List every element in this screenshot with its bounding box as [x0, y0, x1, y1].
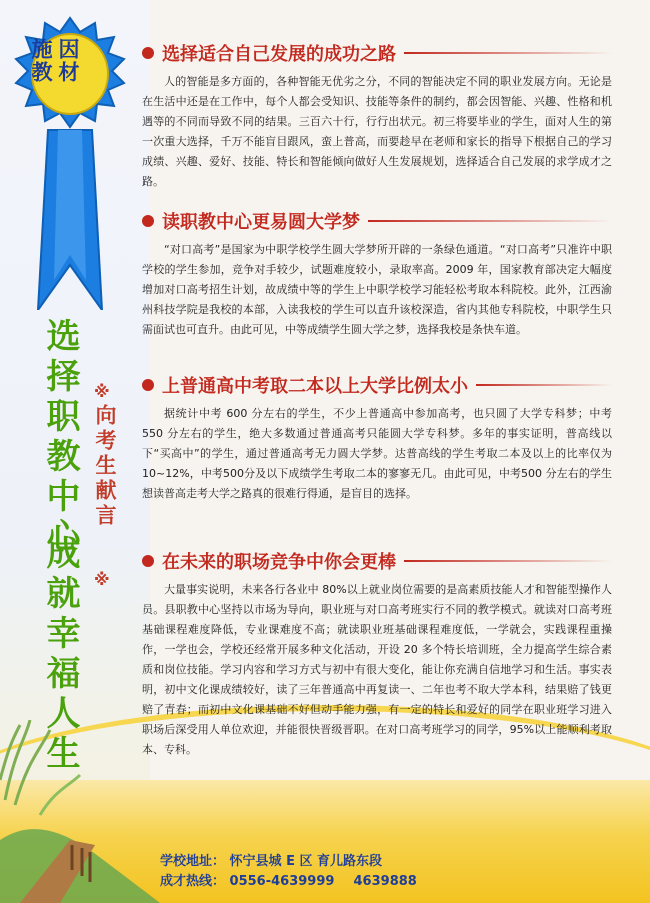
heading-underline: [404, 52, 612, 54]
section-heading: [142, 208, 612, 234]
section-2: [142, 208, 612, 340]
section-title: 在未来的职场竞争中你会更棒: [162, 552, 396, 573]
section-title: 上普通高中考取二本以上大学比例太小: [162, 376, 468, 397]
address-line: [160, 850, 382, 869]
address-value: 怀宁县城 E 区 育儿路东段: [229, 854, 383, 869]
heading-underline: [368, 220, 612, 222]
section-title: 读职教中心更易圆大学梦: [162, 212, 360, 233]
ribbon-text-line1: 因材: [56, 38, 80, 84]
section-heading: [142, 372, 612, 398]
boardwalk-scenery-icon: [0, 720, 160, 903]
bullet-icon: [142, 215, 154, 227]
section-title: 选择适合自己发展的成功之路: [162, 44, 396, 65]
ribbon-text-line2: 施教: [29, 38, 53, 84]
bullet-icon: [142, 555, 154, 567]
slogan-left: 选择职教中心: [40, 318, 80, 558]
bullet-icon: [142, 47, 154, 59]
section-heading: [142, 40, 612, 66]
heading-underline: [476, 384, 612, 386]
section-body: “对口高考”是国家为中职学校学生圆大学梦所开辟的一条绿色通道。“对口高考”只准许中职学校的学生参加，竞争对手较少，试题难度较小，录取率高。2009 年，国家教育部决定大幅度增加对口高考招生计划，故成绩中等的学生上中职学校学习能轻松考取本科院校。此外，江西渝州科技学院是我校的本部，入读我校的学生可以直升该校深造，省内其他专科院校，中职学生只需面试也可直升。由此可见，中等成绩学生圆大学之梦，选择我校是条快车道。: [142, 243, 612, 336]
bullet-icon: [142, 379, 154, 391]
hotline-number-1: 0556-4639999: [229, 874, 335, 889]
advice-title: 向考生献言: [93, 404, 117, 529]
heading-underline: [404, 560, 612, 562]
section-body: 大量事实说明，未来各行各业中 80%以上就业岗位需要的是高素质技能人才和智能型操作人员。县职教中心坚持以市场为导向，职业班与对口高考班实行不同的教学模式。就读对口高考班基础课程难度降低，专业课难度不高；就读职业班基础课程难度低，一学就会，实践课程重操作，一学也会，学校还经常开展多种文化活动，开设 20 多个特长培训班，全力提高学生综合素质和岗位技能。学习内容和学习方式与初中有很大变化，能让你充满自信地学习和生活。事实表明，初中文化课成绩较好，读了三年普通高中再复读一、二年也考不取大学本科，结果赔了钱更赔了青春；而初中文化课基础不好但动手能力强，有一定的特长和爱好的同学在职业班学习进入职场后深受用人单位欢迎，并能很快晋级晋职。在对口高考班学习的同学，95%以上能顺利考取本、专科。: [142, 583, 612, 756]
section-3: [142, 372, 612, 504]
hotline-number-2: 4639888: [353, 874, 417, 889]
slogan-right: 成就幸福人生: [40, 535, 80, 775]
section-1: [142, 40, 612, 192]
hotline-label: 成才热线：: [160, 874, 226, 889]
hotline-line: [160, 870, 417, 889]
section-body: 人的智能是多方面的，各种智能无优劣之分，不同的智能决定不同的职业发展方向。无论是在生活中还是在工作中，每个人都会受知识、技能等条件的制约，都会因智能、兴趣、性格和机遇等的不同而导致不同的结果。三百六十行，行行出状元。初三将要毕业的学生，面对人生的第一次重大选择，千万不能盲目跟风，蛮上普高，而要趁早在老师和家长的指导下根据自己的学习成绩、兴趣、爱好、技能、特长和智能倾向做好人生发展规划，选择适合自己发展的求学成才之路。: [142, 75, 612, 188]
address-label: 学校地址：: [160, 854, 226, 869]
section-body: 据统计中考 600 分左右的学生，不少上普通高中参加高考，也只圆了大学专科梦；中考 550 分左右的学生，绝大多数通过普通高考只能圆大学专科梦。多年的事实证明，普高线以下“买高中”的学生，通过普通高考无力圆大学梦。达普高线的学生考取二本及以上的比率仅为 10~12%，中考500分及以下成绩学生考取二本的寥寥无几。由此可见，中考500 分左右的学生想读普高走考大学之路真的很难行得通，是盲目的选择。: [142, 407, 612, 500]
section-4: [142, 548, 612, 760]
star-mark-top: ※: [94, 382, 110, 401]
star-mark-bottom: ※: [94, 570, 110, 589]
section-heading: [142, 548, 612, 574]
